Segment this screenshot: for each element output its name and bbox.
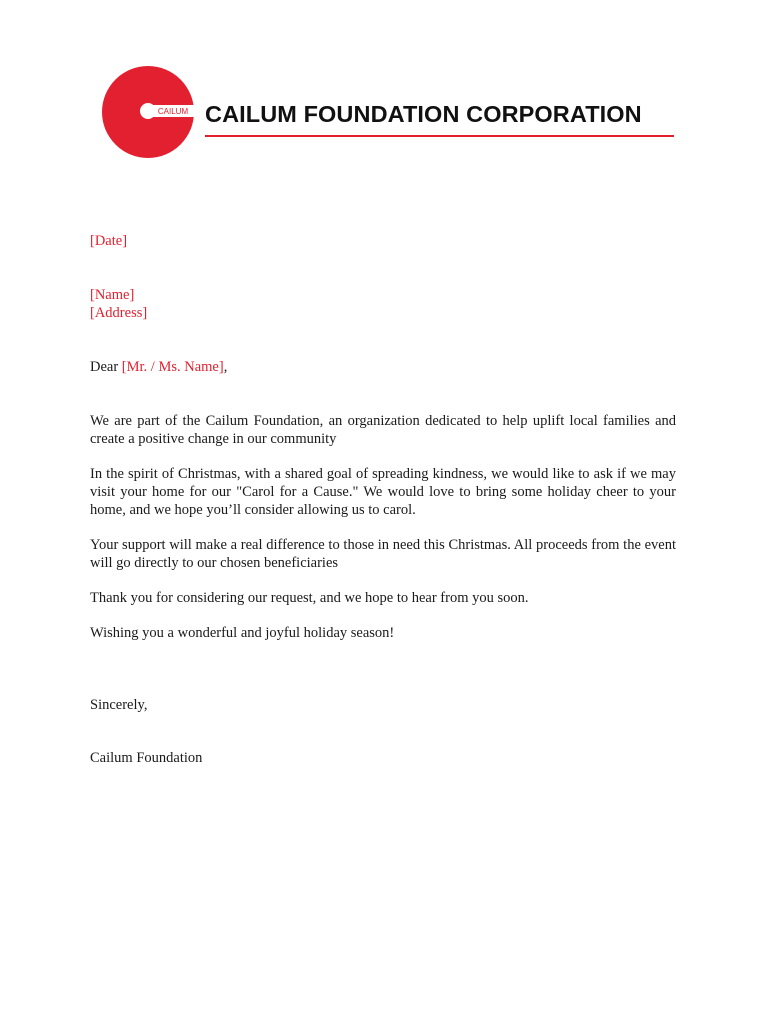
paragraph-intro: We are part of the Cailum Foundation, an organization dedicated to help uplift local families and create a positive change in our community xyxy=(90,413,676,447)
paragraph-support: Your support will make a real difference to those in need this Christmas. All proceeds from the event will go directly to our chosen beneficiaries xyxy=(90,537,676,571)
salutation xyxy=(90,358,676,376)
company-name: CAILUM FOUNDATION CORPORATION xyxy=(205,101,642,127)
letterhead xyxy=(0,0,768,170)
letter-body xyxy=(90,232,676,767)
cailum-logo xyxy=(98,62,198,162)
recipient-address-placeholder: [Address] xyxy=(90,305,148,321)
recipient-name-placeholder: [Name] xyxy=(90,287,135,303)
signature: Cailum Foundation xyxy=(90,750,203,766)
paragraph-thanks: Thank you for considering our request, and we hope to hear from you soon. xyxy=(90,590,529,606)
closing: Sincerely, xyxy=(90,697,148,713)
header-rule xyxy=(205,135,674,137)
logo-text: CAILUM xyxy=(157,107,189,116)
salutation-name-placeholder: [Mr. / Ms. Name] xyxy=(121,359,224,375)
paragraph-request: In the spirit of Christmas, with a shared goal of spreading kindness, we would like to ask if we may visit your home for our "Carol for a Cause." We would love to bring some holiday cheer to your home, and we hope you’ll consider allowing us to carol. xyxy=(90,466,676,518)
date-placeholder: [Date] xyxy=(90,233,128,249)
salutation-prefix: Dear xyxy=(90,359,119,375)
salutation-suffix: , xyxy=(223,359,228,375)
paragraph-wishes: Wishing you a wonderful and joyful holiday season! xyxy=(90,625,395,641)
